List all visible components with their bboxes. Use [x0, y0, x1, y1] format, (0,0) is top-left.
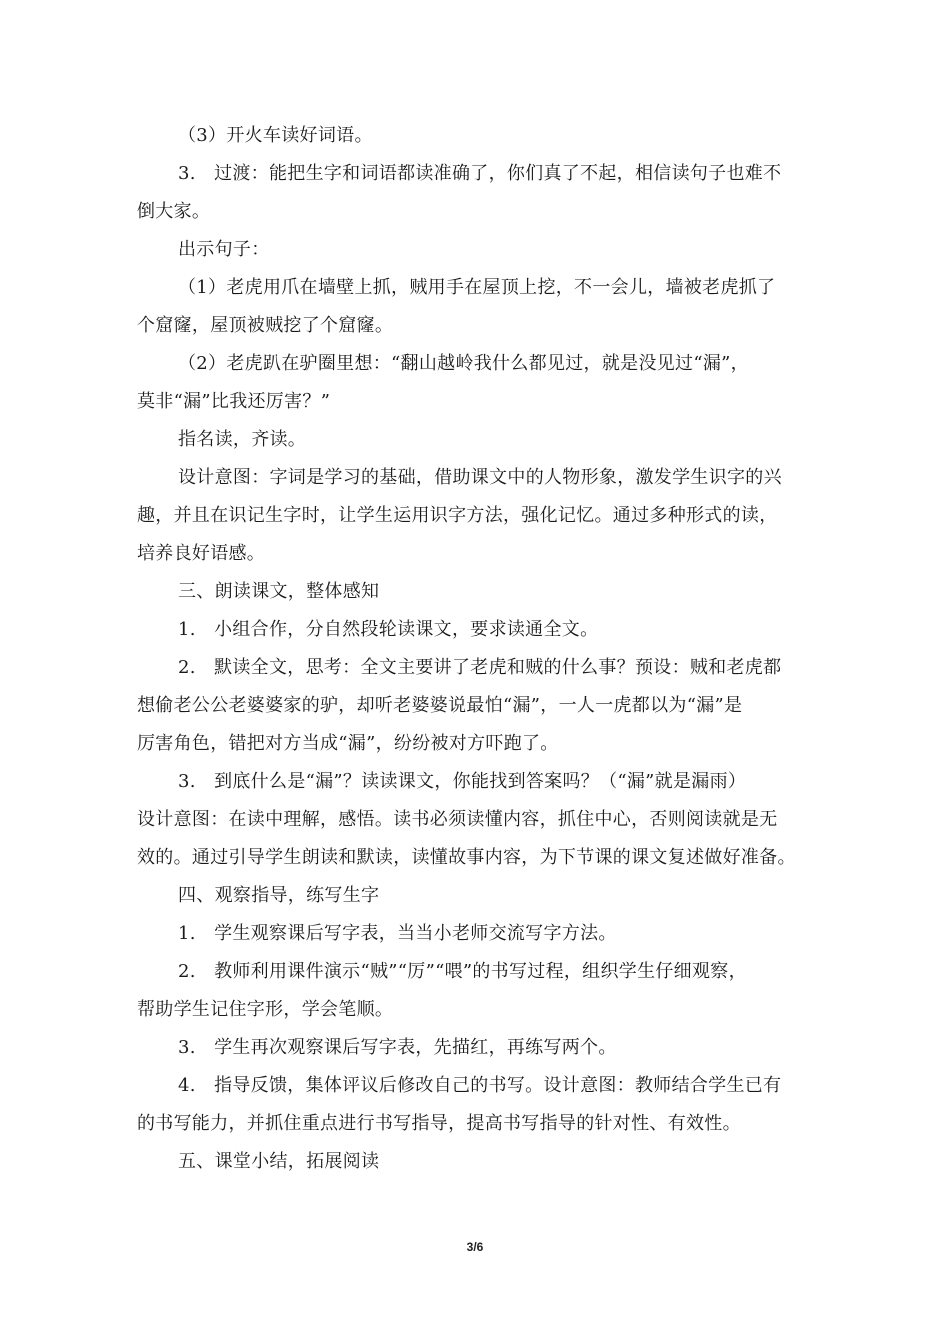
text-line: 4. 指导反馈，集体评议后修改自己的书写。设计意图：教师结合学生已有: [178, 1075, 782, 1096]
text-line: 倒大家。: [137, 201, 211, 222]
page-number: 3/6: [466, 1240, 484, 1254]
text-line: 设计意图：在读中理解，感悟。读书必须读懂内容，抓住中心，否则阅读就是无: [137, 809, 778, 830]
text-line: 3. 学生再次观察课后写字表，先描红，再练写两个。: [178, 1037, 617, 1058]
text-line: 培养良好语感。: [137, 543, 266, 564]
text-line: 帮助学生记住字形，学会笔顺。: [137, 999, 394, 1020]
text-line: 趣，并且在识记生字时，让学生运用识字方法，强化记忆。通过多种形式的读，: [137, 505, 778, 526]
text-line: 3. 到底什么是“漏”？读读课文，你能找到答案吗？（“漏”就是漏雨）: [178, 771, 747, 792]
section-heading: 五、课堂小结，拓展阅读: [178, 1151, 380, 1172]
text-line: 个窟窿，屋顶被贼挖了个窟窿。: [137, 315, 394, 336]
text-line: 的书写能力，并抓住重点进行书写指导，提高书写指导的针对性、有效性。: [137, 1113, 741, 1134]
text-line: （1）老虎用爪在墙壁上抓，贼用手在屋顶上挖，不一会儿，墙被老虎抓了: [178, 277, 776, 298]
text-line: 想偷老公公老婆婆家的驴，却听老婆婆说最怕“漏”，一人一虎都以为“漏”是: [137, 695, 743, 716]
text-line: 3. 过渡：能把生字和词语都读准确了，你们真了不起，相信读句子也难不: [178, 163, 782, 184]
text-line: （2）老虎趴在驴圈里想：“翻山越岭我什么都见过，就是没见过“漏”，: [178, 353, 749, 374]
text-line: 2. 教师利用课件演示“贼”“厉”“喂”的书写过程，组织学生仔细观察，: [178, 961, 747, 982]
text-line: 出示句子：: [178, 239, 270, 260]
text-line: 设计意图：字词是学习的基础，借助课文中的人物形象，激发学生识字的兴: [178, 467, 782, 488]
text-line: 莫非“漏”比我还厉害？”: [137, 391, 331, 412]
text-line: 指名读，齐读。: [178, 429, 307, 450]
text-line: 1. 小组合作，分自然段轮读课文，要求读通全文。: [178, 619, 599, 640]
text-line: 2. 默读全文，思考：全文主要讲了老虎和贼的什么事？预设：贼和老虎都: [178, 657, 782, 678]
section-heading: 三、朗读课文，整体感知: [178, 581, 380, 602]
text-line: 效的。通过引导学生朗读和默读，读懂故事内容，为下节课的课文复述做好准备。: [137, 847, 796, 868]
section-heading: 四、观察指导，练写生字: [178, 885, 380, 906]
text-line: 厉害角色，错把对方当成“漏”，纷纷被对方吓跑了。: [137, 733, 559, 754]
text-line: 1. 学生观察课后写字表，当当小老师交流写字方法。: [178, 923, 617, 944]
text-line: （3）开火车读好词语。: [178, 125, 373, 146]
